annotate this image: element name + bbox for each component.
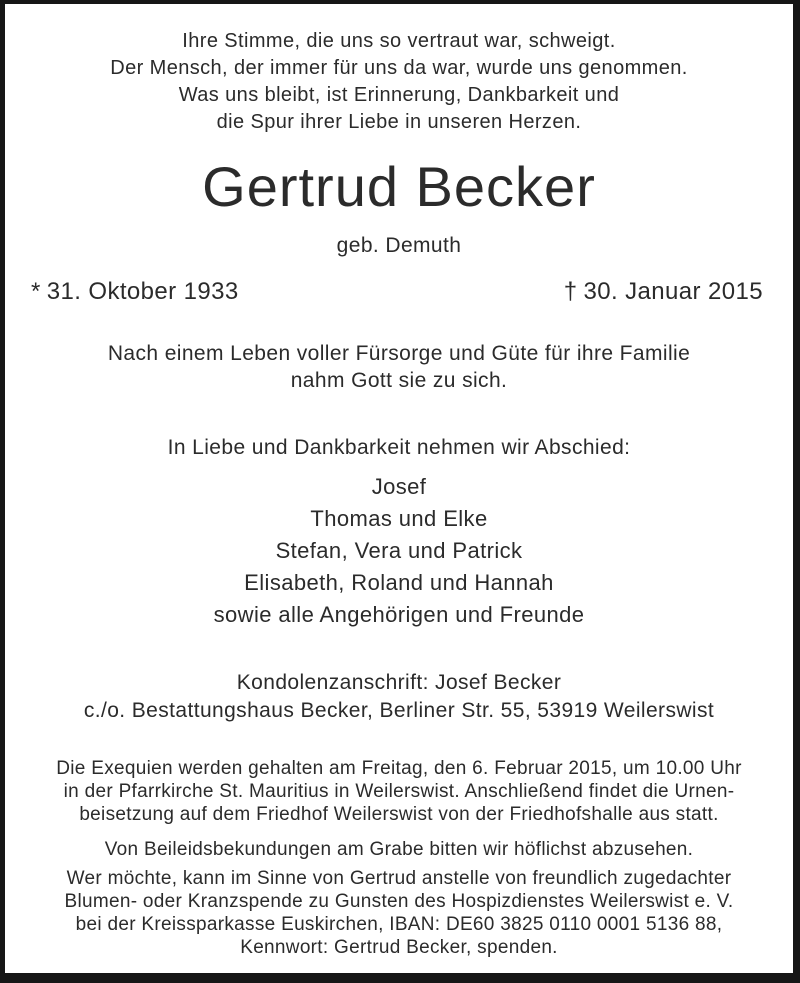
donation-line: bei der Kreissparkasse Euskirchen, IBAN: DE60 3825 0110 0001 5136 88, xyxy=(75,914,723,935)
tribute-line: Nach einem Leben voller Fürsorge und Güte für ihre Familie xyxy=(107,342,691,365)
donation-line: Kennwort: Gertrud Becker, spenden. xyxy=(240,937,558,958)
funeral-line: Die Exequien werden gehalten am Freitag, den 6. Februar 2015, um 10.00 Uhr xyxy=(56,758,742,779)
mourner-entry: Josef xyxy=(371,474,427,499)
funeral-line: in der Pfarrkirche St. Mauritius in Weilerswist. Anschließend findet die Urnen- xyxy=(63,781,735,802)
poem-line: Ihre Stimme, die uns so vertraut war, schweigt. xyxy=(182,30,616,52)
poem-line: die Spur ihrer Liebe in unseren Herzen. xyxy=(216,111,582,133)
mourner-entry: Thomas und Elke xyxy=(310,506,488,531)
mourners-list xyxy=(5,471,793,631)
grave-condolence-note: Von Beileidsbekundungen am Grabe bitten wir höflichst abzusehen. xyxy=(104,839,694,860)
poem-line: Der Mensch, der immer für uns da war, wurde uns genommen. xyxy=(110,57,688,79)
deceased-name: Gertrud Becker xyxy=(202,155,596,218)
funeral-information xyxy=(5,757,793,826)
maiden-name: geb. Demuth xyxy=(336,234,462,257)
condolence-line: Kondolenzanschrift: Josef Becker xyxy=(236,671,562,694)
birth-star-icon: * xyxy=(31,278,41,305)
funeral-line: beisetzung auf dem Friedhof Weilerswist von der Friedhofshalle aus statt. xyxy=(79,804,719,825)
donation-line: Blumen- oder Kranzspende zu Gunsten des Hospizdienstes Weilerswist e. V. xyxy=(64,891,734,912)
donation-request xyxy=(5,867,793,959)
donation-line: Wer möchte, kann im Sinne von Gertrud anstelle von freundlich zugedachter xyxy=(66,868,732,889)
condolence-address xyxy=(5,669,793,725)
poem-line: Was uns bleibt, ist Erinnerung, Dankbarkeit und xyxy=(178,84,620,106)
death-cross-icon: † xyxy=(563,278,578,305)
death-date xyxy=(564,278,763,306)
condolence-line: c./o. Bestattungshaus Becker, Berliner Str. 55, 53919 Weilerswist xyxy=(83,699,715,722)
mourner-entry: Elisabeth, Roland und Hannah xyxy=(244,570,554,595)
death-date-text: 30. Januar 2015 xyxy=(583,278,763,305)
opening-poem xyxy=(5,28,793,136)
tribute-line: nahm Gott sie zu sich. xyxy=(290,369,508,392)
birth-date-text: 31. Oktober 1933 xyxy=(46,278,239,305)
birth-date xyxy=(31,278,239,306)
life-dates-row xyxy=(5,278,793,306)
tribute-text xyxy=(5,340,793,394)
farewell-intro: In Liebe und Dankbarkeit nehmen wir Abschied: xyxy=(167,436,631,459)
mourner-entry: Stefan, Vera und Patrick xyxy=(275,538,523,563)
mourner-entry: sowie alle Angehörigen und Freunde xyxy=(213,602,585,627)
